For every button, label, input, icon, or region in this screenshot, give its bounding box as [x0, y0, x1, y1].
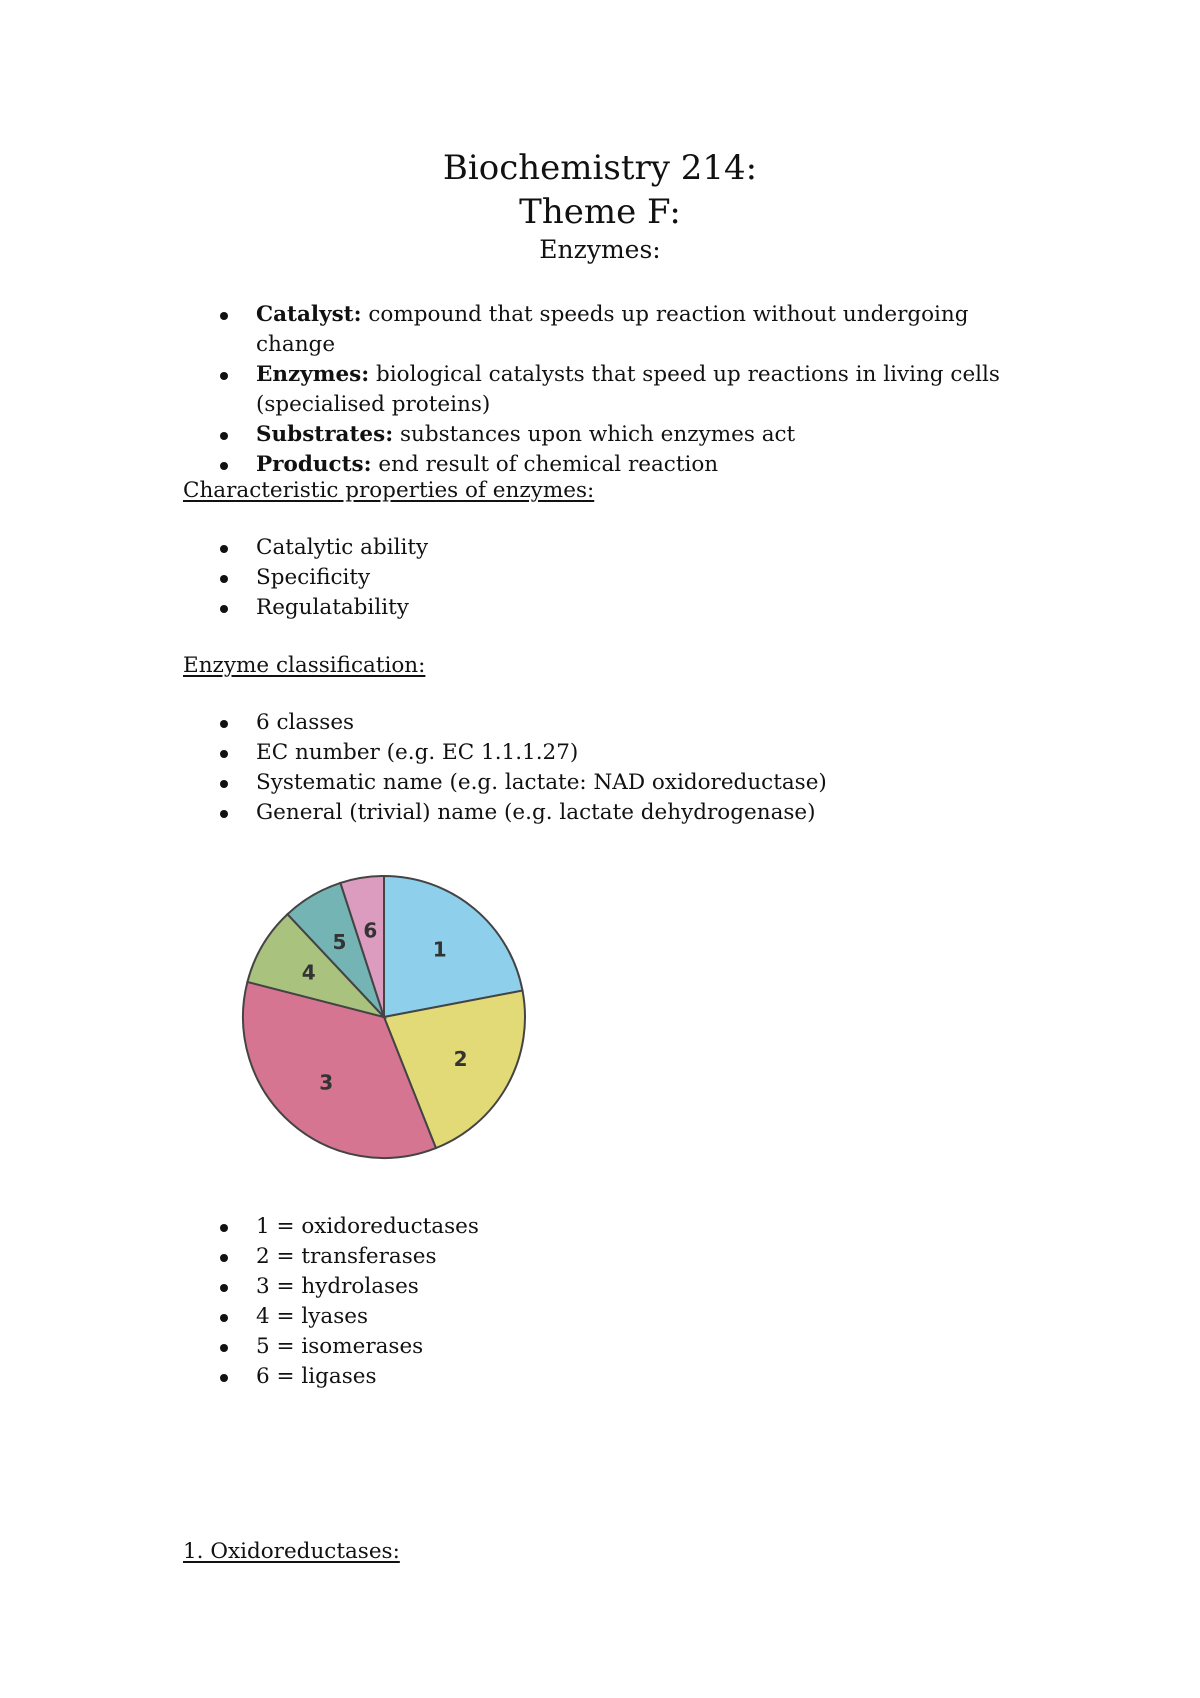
definition-text: substances upon which enzymes act [393, 422, 796, 447]
legend-item: 4 = lyases [220, 1302, 479, 1332]
classification-heading: Enzyme classification: [183, 653, 426, 678]
list-item: 6 classes [220, 708, 827, 738]
definition-term: Products: [256, 452, 372, 477]
document-topic: Enzymes: [539, 235, 661, 264]
section-heading: 1. Oxidoreductases: [183, 1539, 400, 1564]
list-item: EC number (e.g. EC 1.1.1.27) [220, 738, 827, 768]
pie-slice-label-5: 5 [332, 929, 347, 954]
list-item: Systematic name (e.g. lactate: NAD oxidoreductase) [220, 768, 827, 798]
definition-item [220, 360, 1040, 420]
definition-term: Substrates: [256, 422, 394, 447]
legend-item: 3 = hydrolases [220, 1272, 479, 1302]
enzyme-class-legend [220, 1212, 479, 1392]
classification-list [220, 708, 827, 828]
properties-heading: Characteristic properties of enzymes: [183, 478, 595, 503]
definition-item [220, 420, 1040, 450]
definition-term: Enzymes: [256, 362, 370, 387]
definition-item [220, 300, 1040, 360]
legend-item: 1 = oxidoreductases [220, 1212, 479, 1242]
legend-item: 6 = ligases [220, 1362, 479, 1392]
document-title: Biochemistry 214: [442, 148, 758, 188]
definition-text: end result of chemical reaction [371, 452, 719, 477]
properties-list [220, 533, 428, 623]
enzyme-class-pie-chart [168, 860, 596, 1180]
definition-term: Catalyst: [256, 302, 362, 327]
pie-slice-label-3: 3 [319, 1070, 334, 1095]
pie-slice-label-6: 6 [363, 918, 378, 943]
list-item: Catalytic ability [220, 533, 428, 563]
list-item: Regulatability [220, 593, 428, 623]
document-subtitle: Theme F: [519, 192, 681, 232]
pie-slice-label-1: 1 [432, 937, 447, 962]
list-item: General (trivial) name (e.g. lactate dehydrogenase) [220, 798, 827, 828]
legend-item: 2 = transferases [220, 1242, 479, 1272]
definition-text: compound that speeds up reaction without undergoing change [256, 302, 969, 357]
pie-slice-label-2: 2 [453, 1047, 468, 1072]
legend-item: 5 = isomerases [220, 1332, 479, 1362]
definitions-list [220, 300, 1040, 480]
list-item: Specificity [220, 563, 428, 593]
pie-slice-label-4: 4 [301, 960, 316, 985]
definition-text: biological catalysts that speed up reactions in living cells (specialised proteins) [256, 362, 1000, 417]
